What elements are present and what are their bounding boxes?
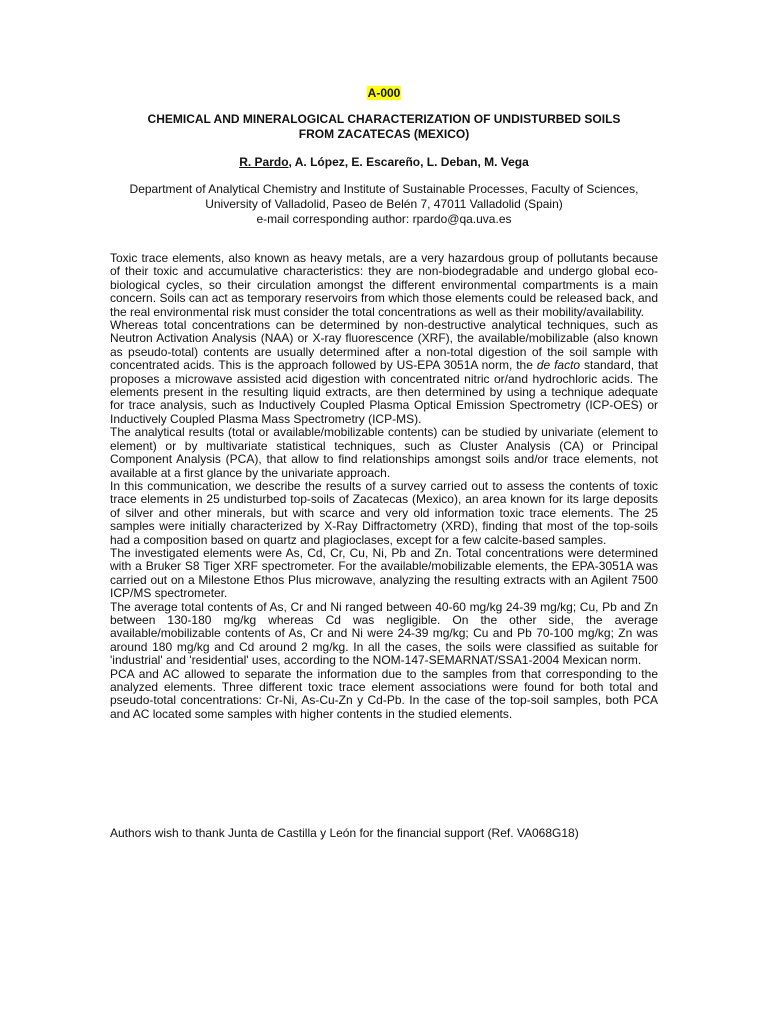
- paper-title-line-2: FROM ZACATECAS (MEXICO): [298, 127, 470, 141]
- abstract-paragraph-2: [110, 319, 658, 426]
- author-list: [110, 154, 658, 170]
- corresponding-email: e-mail corresponding author: rpardo@qa.uva.es: [256, 212, 512, 226]
- abstract-paragraph-6: The average total contents of As, Cr and Ni ranged between 40-60 mg/kg 24-39 mg/kg; Cu, Pb and Zn between 130-180 mg/kg whereas Cd was negligible. On the other side, the average available/mobilizable contents of As, Cr and Ni were 24-39 mg/kg; Cu and Pb 70-100 mg/kg; Zn was around 180 mg/kg and Cd around 2 mg/kg. In all the cases, the soils were classified as suitable for 'industrial' and 'residential' uses, according to the NOM-147-SEMARNAT/SSA1-2004 Mexican norm.: [110, 599, 658, 668]
- paper-title-line-1: CHEMICAL AND MINERALOGICAL CHARACTERIZATION OF UNDISTURBED SOILS: [147, 112, 621, 126]
- acknowledgement: Authors wish to thank Junta de Castilla y León for the financial support (Ref. VA068G18): [110, 826, 579, 840]
- co-authors: , A. López, E. Escareño, L. Deban, M. Vega: [288, 155, 529, 169]
- abstract-paragraph-7: PCA and AC allowed to separate the information due to the samples from that corresponding to the analyzed elements. Three different toxic trace element associations were found for both total and pseudo-total concentrations: Cr-Ni, As-Cu-Zn y Cd-Pb. In the case of the top-soil samples, both PCA and AC located some samples with higher contents in the studied elements.: [110, 666, 658, 721]
- paragraph-2-italic: de facto: [536, 358, 581, 373]
- affiliation: [110, 182, 658, 227]
- paper-title: [110, 112, 658, 142]
- abstract-body: [110, 252, 658, 721]
- paragraph-2-text-a: Whereas total concentrations can be determined by non-destructive analytical techniques, such as Neutron Activation Analysis (NAA) or X-ray fluorescence (XRF), the available/mobilizable (also known as pseudo-total) contents are usually determined after a non-total digestion of the soil sample with concentrated acids. This is the approach followed by US-EPA 3051A norm, the: [110, 318, 658, 373]
- affiliation-line-1: Department of Analytical Chemistry and Institute of Sustainable Processes, Faculty of Sciences,: [129, 182, 639, 196]
- abstract-paragraph-5: The investigated elements were As, Cd, Cr, Cu, Ni, Pb and Zn. Total concentrations were determined with a Bruker S8 Tiger XRF spectrometer. For the available/mobilizable elements, the EPA-3051A was carried out on a Milestone Ethos Plus microwave, analyzing the resulting extracts with an Agilent 7500 ICP/MS spectrometer.: [110, 545, 658, 601]
- abstract-code: [110, 85, 658, 101]
- paragraph-2-text-b: standard, that proposes a microwave assisted acid digestion with concentrated nitric or/and hydrochloric acids. The elements present in the resulting liquid extracts, are then determined by using a technique adequate for trace analysis, such as Inductively Coupled Plasma Optical Emission Spectrometry (ICP-OES) or Inductively Coupled Plasma Mass Spectrometry (ICP-MS).: [110, 358, 659, 426]
- affiliation-line-2: University of Valladolid, Paseo de Belén 7, 47011 Valladolid (Spain): [205, 197, 563, 211]
- abstract-paragraph-3: The analytical results (total or available/mobilizable contents) can be studied by univariate (element to element) or by multivariate statistical techniques, such as Cluster Analysis (CA) or Principal Component Analysis (PCA), that allow to find relationships amongst soils and/or trace elements, not available at a first glance by the univariate approach.: [110, 425, 658, 480]
- abstract-paragraph-1: Toxic trace elements, also known as heavy metals, are a very hazardous group of pollutants because of their toxic and accumulative characteristics: they are non-biodegradable and undergo global eco-biological cycles, so their circulation amongst the different environmental compartments is a main concern. Soils can act as temporary reservoirs from which those elements could be released back, and the real environmental risk must consider the total concentrations as well as their mobility/availability.: [110, 251, 658, 319]
- abstract-paragraph-4: In this communication, we describe the results of a survey carried out to assess the contents of toxic trace elements in 25 undisturbed top-soils of Zacatecas (Mexico), an area known for its large deposits of silver and other minerals, but with scarce and very old information toxic trace elements. The 25 samples were initially characterized by X-Ray Diffractometry (XRD), finding that most of the top-soils had a composition based on quartz and plagioclases, except for a few calcite-based samples.: [110, 478, 658, 547]
- presenting-author: R. Pardo: [239, 155, 289, 169]
- abstract-code-highlight: A-000: [367, 86, 401, 100]
